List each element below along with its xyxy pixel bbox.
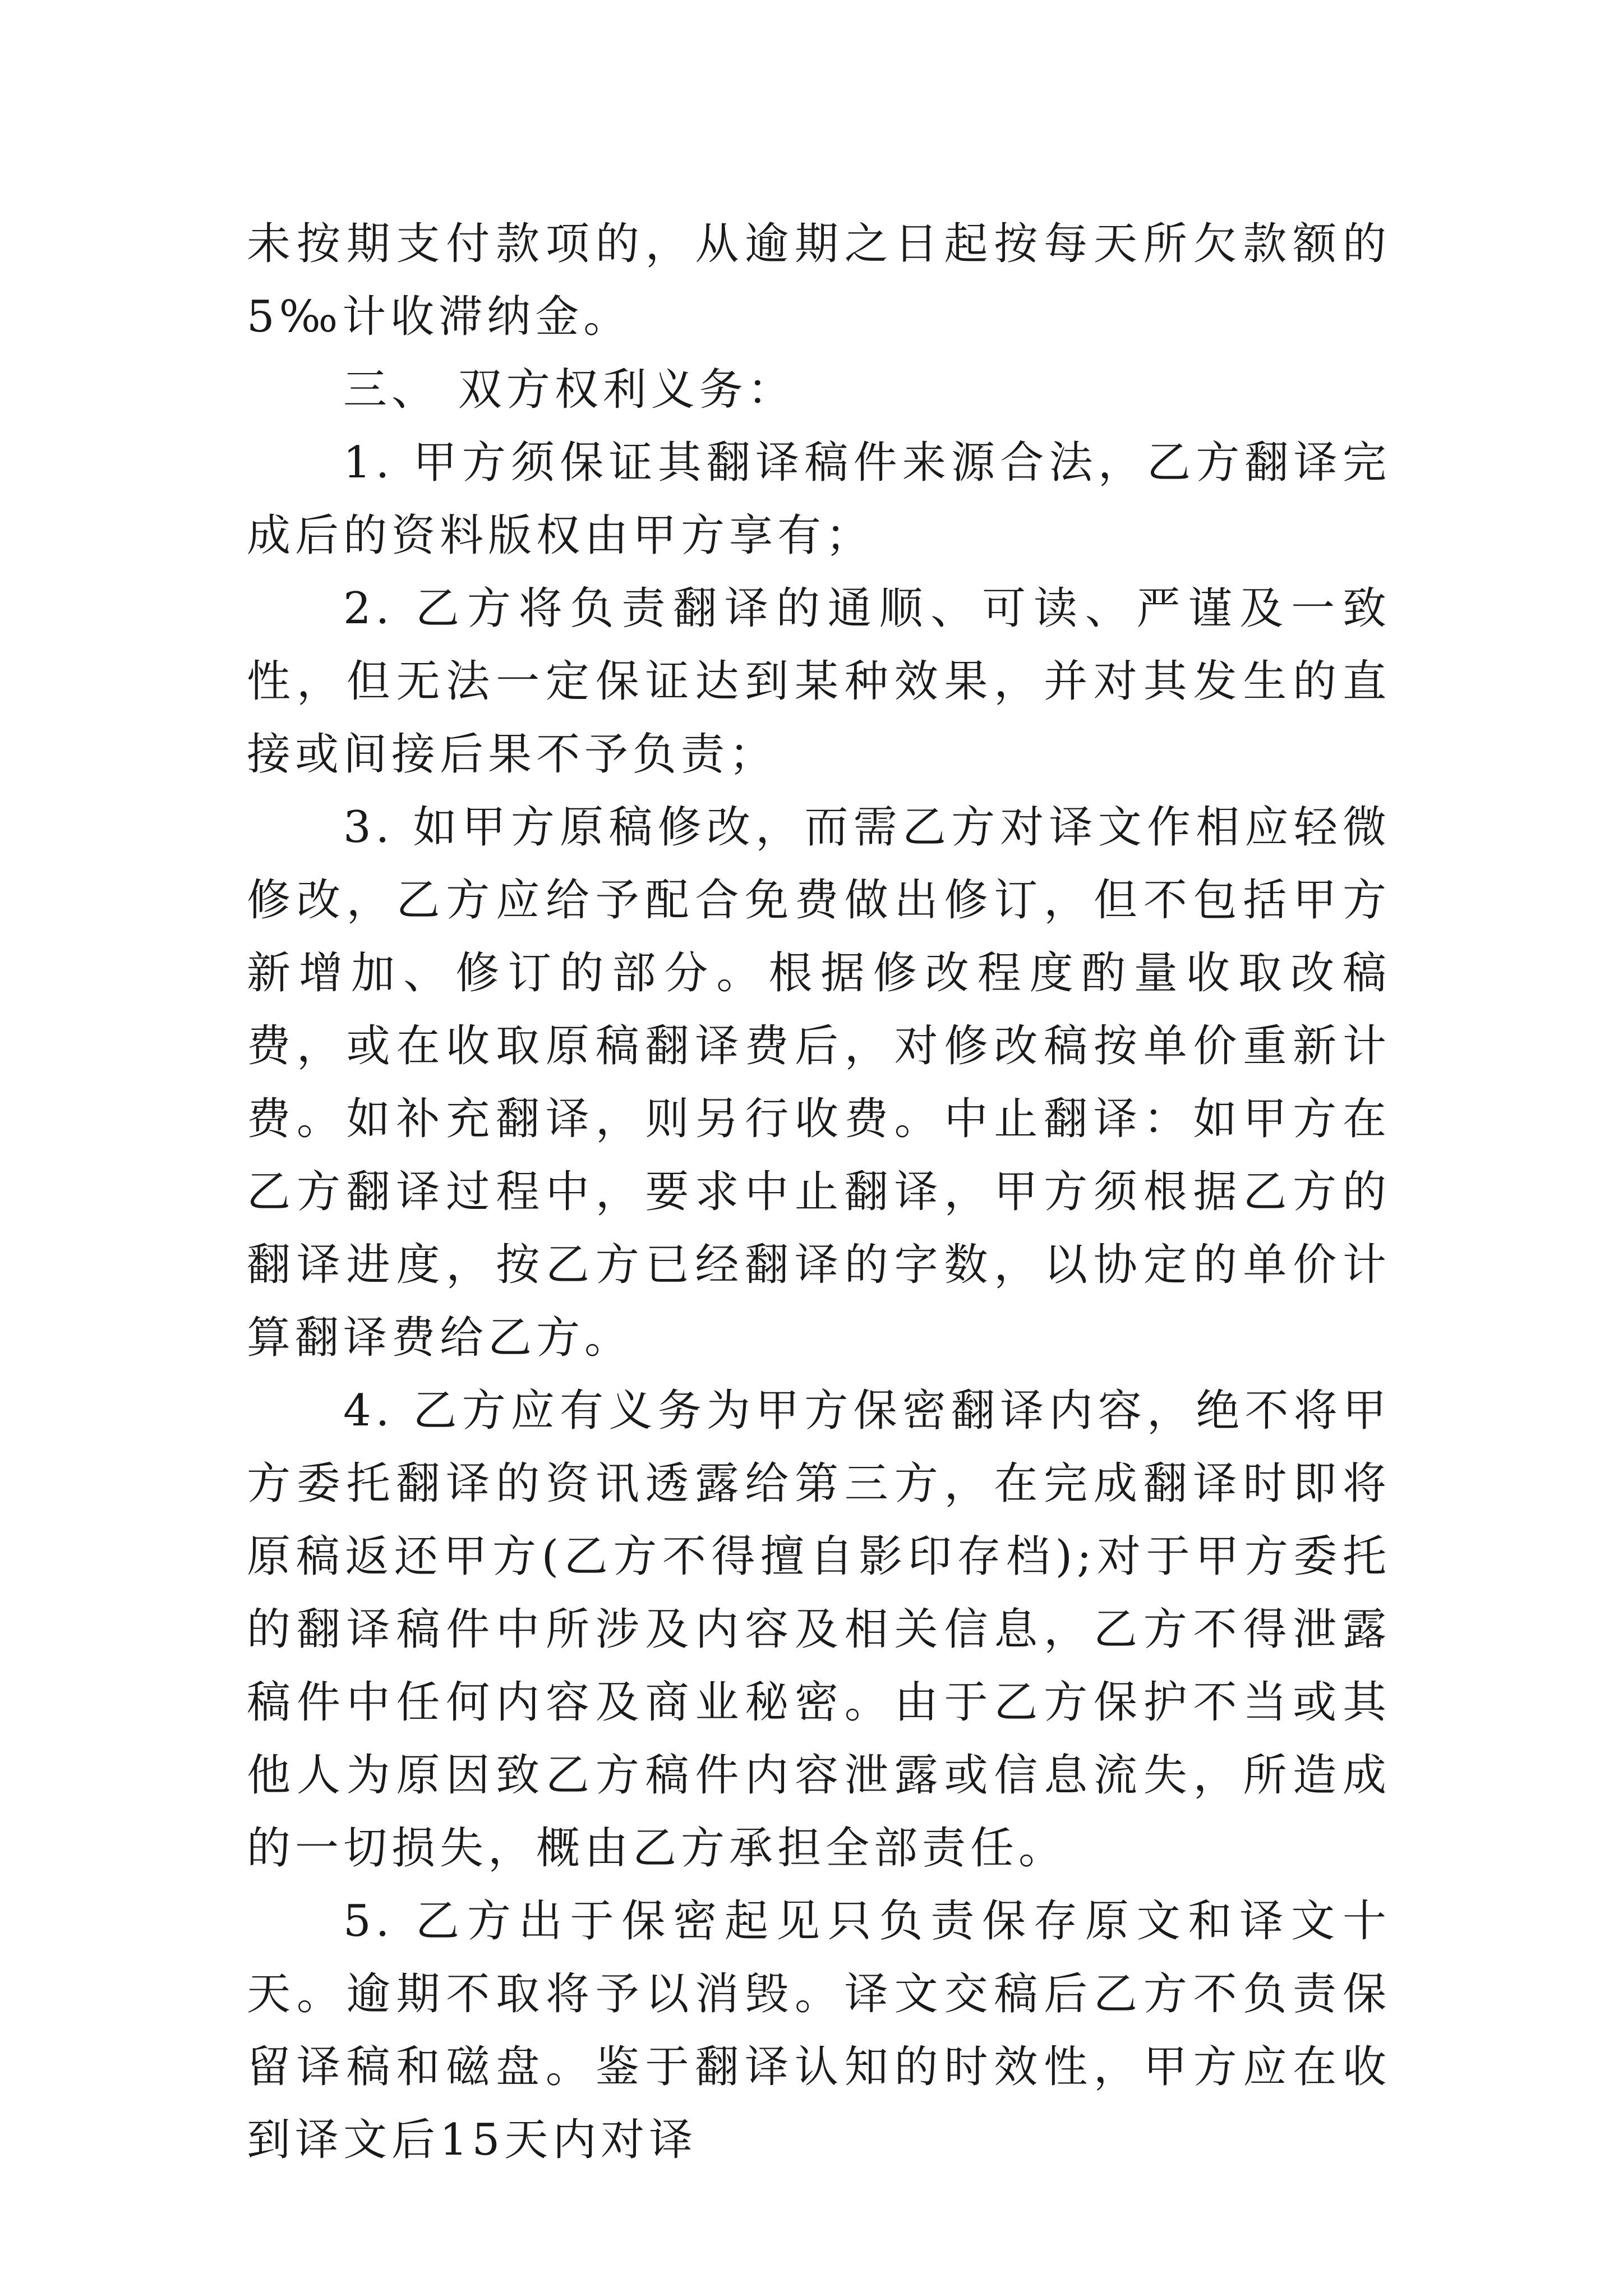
clause-2: 2. 乙方将负责翻译的通顺、可读、严谨及一致性，但无法一定保证达到某种效果，并对其发生的直接或间接后果不予负责； — [247, 583, 1391, 780]
clause-1: 1. 甲方须保证其翻译稿件来源合法，乙方翻译完成后的资料版权由甲方享有； — [247, 438, 1391, 561]
clause-4: 4. 乙方应有义务为甲方保密翻译内容，绝不将甲方委托翻译的资讯透露给第三方，在完成翻译时即将原稿返还甲方(乙方不得擅自影印存档);对于甲方委托的翻译稿件中所涉及内容及相关信息，乙方不得泄露稿件中任何内容及商业秘密。由于乙方保护不当或其他人为原因致乙方稿件内容泄露或信息流失，所造成的一切损失，概由乙方承担全部责任。 — [247, 1386, 1391, 1874]
clause-3: 3. 如甲方原稿修改，而需乙方对译文作相应轻微修改，乙方应给予配合免费做出修订，但不包括甲方新增加、修订的部分。根据修改程度酌量收取改稿费，或在收取原稿翻译费后，对修改稿按单价重新计费。如补充翻译，则另行收费。中止翻译：如甲方在乙方翻译过程中，要求中止翻译，甲方须根据乙方的翻译进度，按乙方已经翻译的字数，以协定的单价计算翻译费给乙方。 — [247, 802, 1391, 1363]
document-body — [247, 208, 1391, 2177]
clause-5: 5. 乙方出于保密起见只负责保存原文和译文十天。逾期不取将予以消毁。译文交稿后乙方不负责保留译稿和磁盘。鉴于翻译认知的时效性，甲方应在收到译文后15天内对译 — [247, 1896, 1391, 2165]
paragraph-late-fee: 未按期支付款项的，从逾期之日起按每天所欠款额的5‰计收滞纳金。 — [247, 219, 1391, 342]
section-heading-rights-obligations: 三、 双方权利义务： — [343, 365, 796, 415]
